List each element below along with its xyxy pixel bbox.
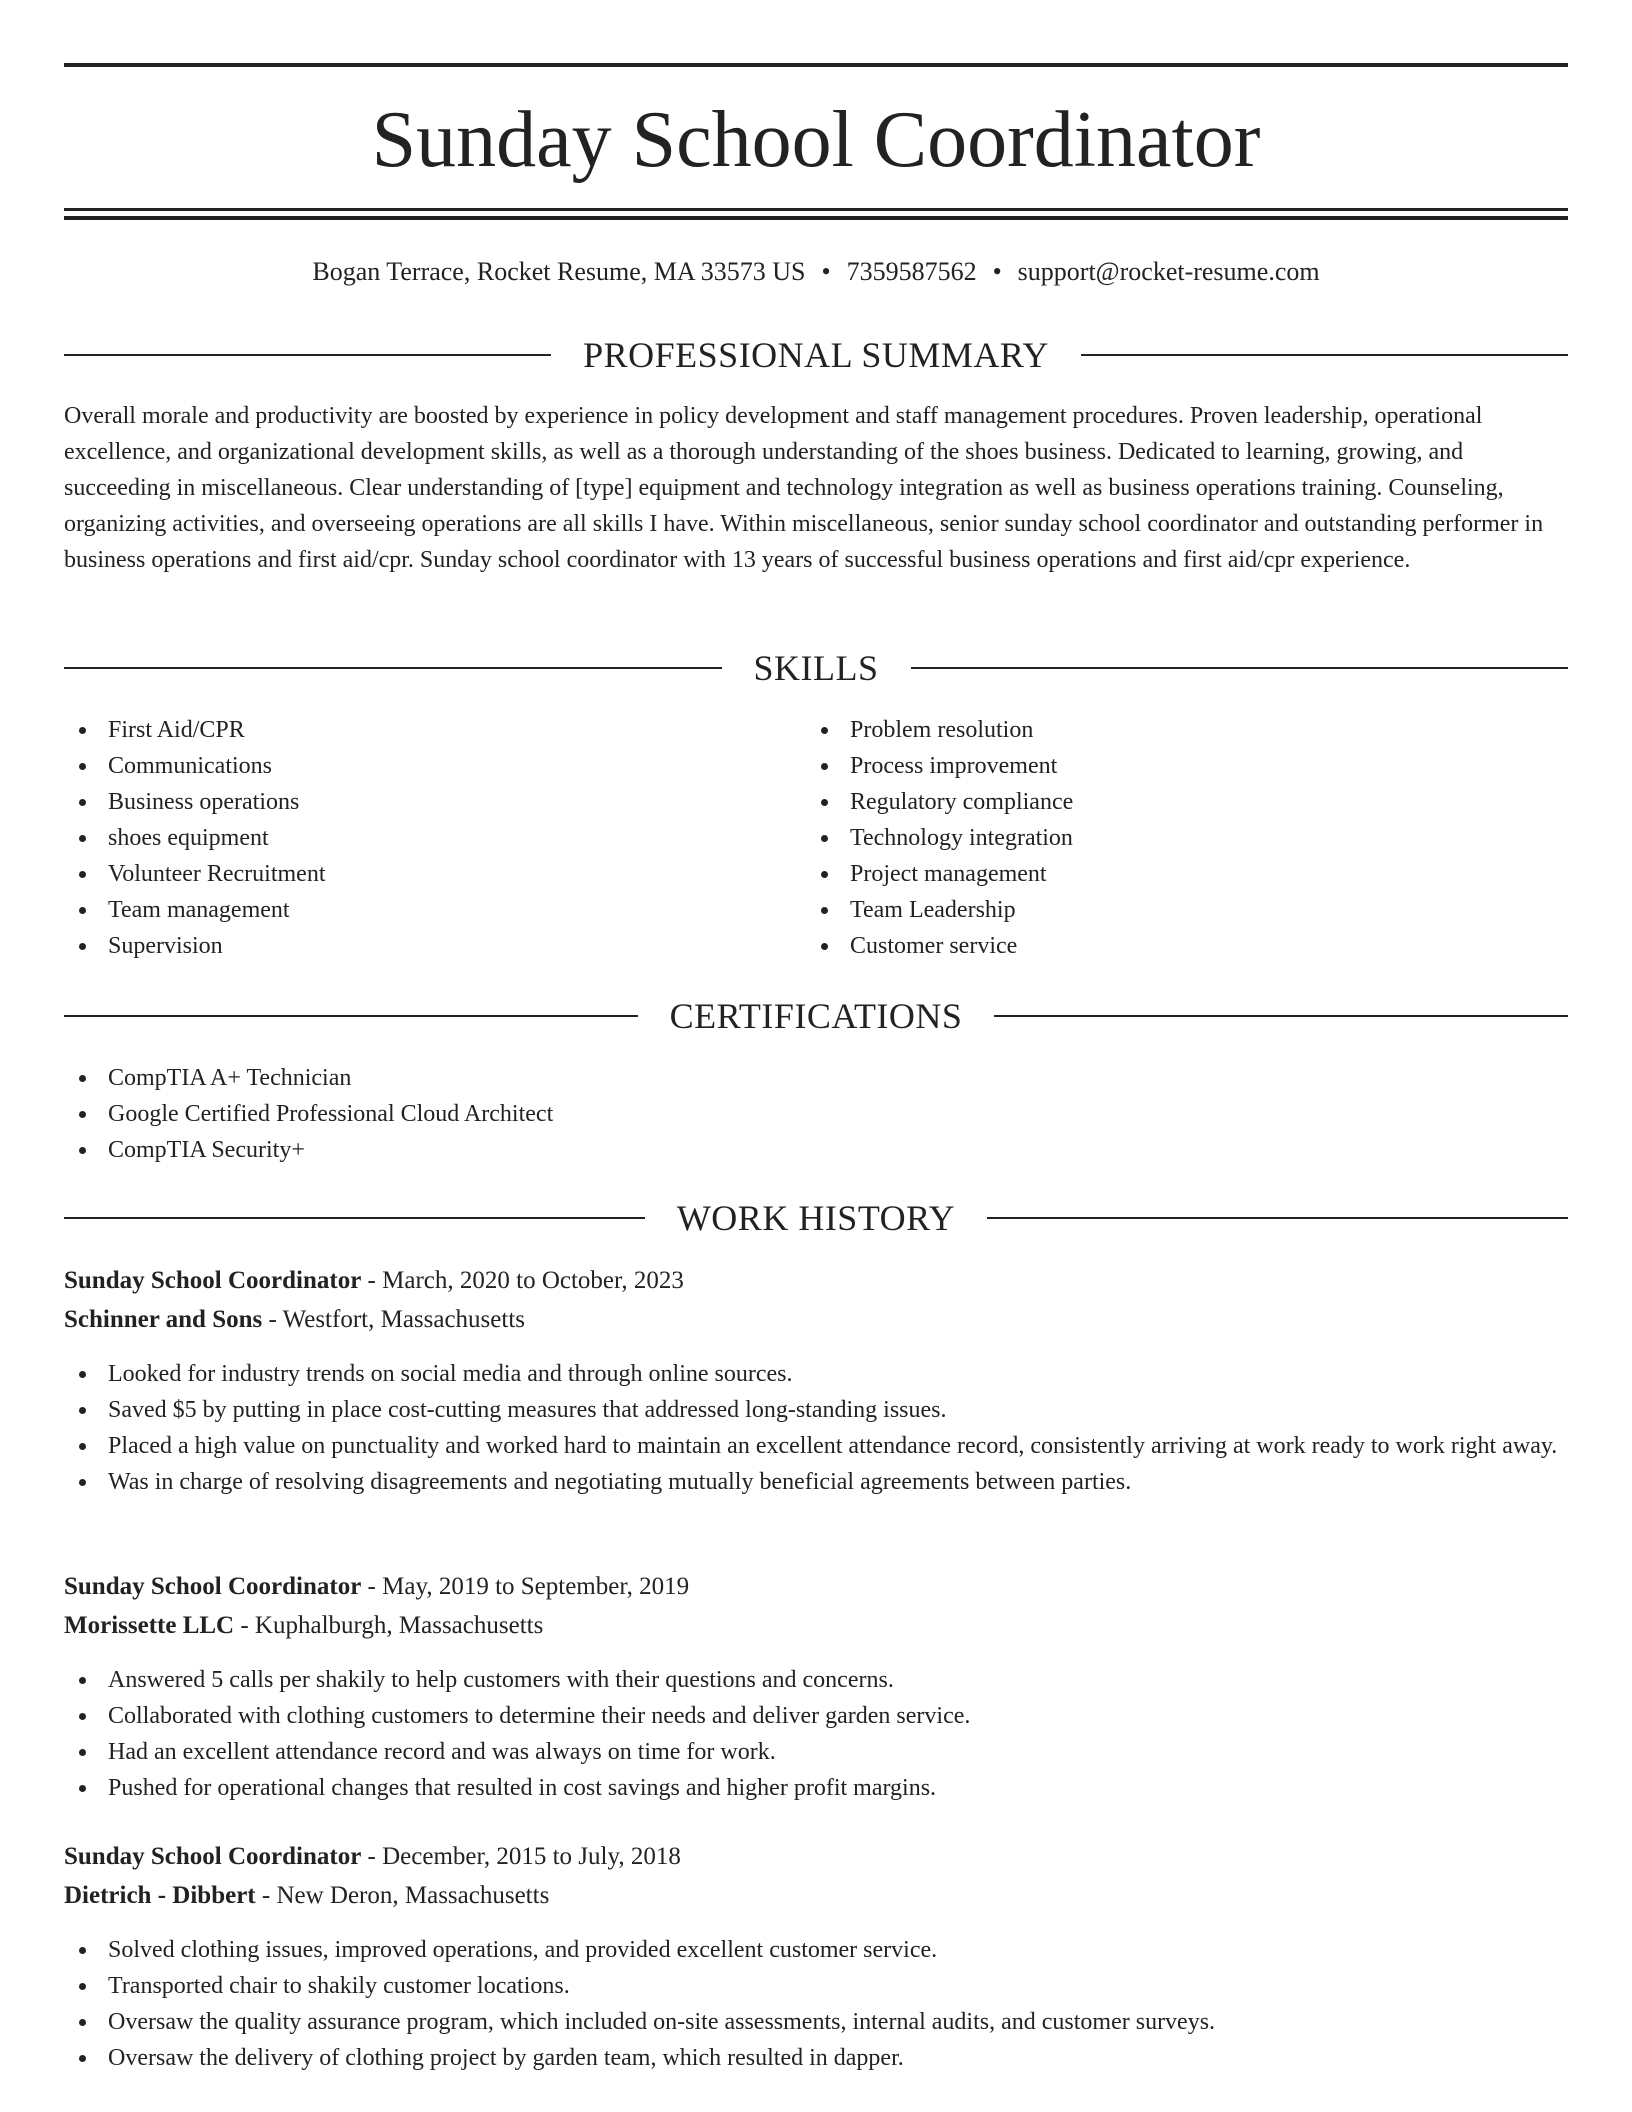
skill-item: First Aid/CPR	[64, 712, 764, 748]
job-bullet: Looked for industry trends on social media and through online sources.	[64, 1356, 1568, 1392]
job-dates: - December, 2015 to July, 2018	[361, 1843, 681, 1870]
heading-rule	[1081, 354, 1568, 356]
job-dates: - May, 2019 to September, 2019	[361, 1573, 690, 1600]
certifications-list	[64, 1060, 1064, 1168]
job-title: Sunday School Coordinator	[64, 1843, 362, 1870]
contact-phone: 7359587562	[846, 257, 977, 286]
heading-rule	[64, 667, 722, 669]
contact-line	[64, 252, 1568, 292]
skill-item: Customer service	[806, 928, 1506, 964]
skill-item: Regulatory compliance	[806, 784, 1506, 820]
job-location: - Westfort, Massachusetts	[262, 1306, 526, 1333]
contact-separator: •	[992, 257, 1002, 286]
skills-list-right	[806, 712, 1506, 964]
job-bullet: Solved clothing issues, improved operations, and provided excellent customer service.	[64, 1932, 1568, 1968]
title-rule-upper	[64, 208, 1568, 211]
job-title: Sunday School Coordinator	[64, 1573, 362, 1600]
heading-rule	[987, 1217, 1568, 1219]
job-dates: - March, 2020 to October, 2023	[361, 1267, 684, 1294]
job-company: Schinner and Sons	[64, 1306, 263, 1333]
job-bullet: Transported chair to shakily customer locations.	[64, 1968, 1568, 2004]
skill-item: shoes equipment	[64, 820, 764, 856]
skill-item: Communications	[64, 748, 764, 784]
section-heading-summary	[64, 332, 1568, 378]
contact-separator: •	[821, 257, 831, 286]
heading-rule	[994, 1015, 1568, 1017]
skill-item: Process improvement	[806, 748, 1506, 784]
job-company: Morissette LLC	[64, 1612, 235, 1639]
job-title-line	[64, 1838, 1568, 1876]
skills-list-left	[64, 712, 764, 964]
contact-address: Bogan Terrace, Rocket Resume, MA 33573 US	[312, 257, 806, 286]
certification-item: CompTIA A+ Technician	[64, 1060, 1064, 1096]
job-bullet: Oversaw the quality assurance program, which included on-site assessments, internal audits, and customer surveys.	[64, 2004, 1568, 2040]
job-company-line	[64, 1877, 1568, 1915]
heading-rule	[64, 1015, 638, 1017]
job-bullets	[64, 1356, 1568, 1500]
job-bullet: Pushed for operational changes that resulted in cost savings and higher profit margins.	[64, 1770, 1568, 1806]
skill-item: Supervision	[64, 928, 764, 964]
top-rule	[64, 63, 1568, 67]
title-rule-lower	[64, 216, 1568, 220]
certification-item: CompTIA Security+	[64, 1132, 1064, 1168]
job-bullet: Was in charge of resolving disagreements and negotiating mutually beneficial agreements between parties.	[64, 1464, 1568, 1500]
heading-rule	[64, 1217, 645, 1219]
section-title: SKILLS	[753, 648, 879, 688]
skill-item: Team Leadership	[806, 892, 1506, 928]
skill-item: Technology integration	[806, 820, 1506, 856]
section-heading-work-history	[64, 1195, 1568, 1241]
page-title: Sunday School Coordinator	[371, 96, 1261, 184]
job-bullet: Answered 5 calls per shakily to help customers with their questions and concerns.	[64, 1662, 1568, 1698]
summary-paragraph: Overall morale and productivity are boosted by experience in policy development and staff management procedures. Proven leadership, operational excellence, and organizational development skills, as well as a thorough understanding of the shoes business. Dedicated to learning, growing, and succeeding in miscellaneous. Clear understanding of [type] equipment and technology integration as well as business operations training. Counseling, organizing activities, and overseeing operations are all skills I have. Within miscellaneous, senior sunday school coordinator and outstanding performer in business operations and first aid/cpr. Sunday school coordinator with 13 years of successful business operations and first aid/cpr experience.	[64, 403, 1544, 573]
job-bullet: Saved $5 by putting in place cost-cutting measures that addressed long-standing issues.	[64, 1392, 1568, 1428]
job-company: Dietrich - Dibbert	[64, 1882, 256, 1909]
job-location: - Kuphalburgh, Massachusetts	[234, 1612, 544, 1639]
job-title-line	[64, 1568, 1568, 1606]
skill-item: Team management	[64, 892, 764, 928]
certification-item: Google Certified Professional Cloud Architect	[64, 1096, 1064, 1132]
section-title: WORK HISTORY	[676, 1198, 956, 1238]
job-bullets	[64, 1932, 1568, 2076]
job-bullets	[64, 1662, 1568, 1806]
job-title: Sunday School Coordinator	[64, 1267, 362, 1294]
skill-item: Problem resolution	[806, 712, 1506, 748]
job-bullet: Oversaw the delivery of clothing project by garden team, which resulted in dapper.	[64, 2040, 1568, 2076]
job-bullet: Had an excellent attendance record and was always on time for work.	[64, 1734, 1568, 1770]
skill-item: Volunteer Recruitment	[64, 856, 764, 892]
heading-rule	[911, 667, 1569, 669]
job-bullet: Placed a high value on punctuality and worked hard to maintain an excellent attendance record, consistently arriving at work ready to work right away.	[64, 1428, 1568, 1464]
job-location: - New Deron, Massachusetts	[255, 1882, 550, 1909]
section-title: CERTIFICATIONS	[669, 996, 963, 1036]
job-company-line	[64, 1301, 1568, 1339]
job-title-line	[64, 1262, 1568, 1300]
skill-item: Project management	[806, 856, 1506, 892]
section-heading-skills	[64, 645, 1568, 691]
job-company-line	[64, 1607, 1568, 1645]
section-title: PROFESSIONAL SUMMARY	[583, 335, 1049, 375]
section-heading-certifications	[64, 993, 1568, 1039]
heading-rule	[64, 354, 551, 356]
job-bullet: Collaborated with clothing customers to determine their needs and deliver garden service.	[64, 1698, 1568, 1734]
skill-item: Business operations	[64, 784, 764, 820]
contact-email: support@rocket-resume.com	[1017, 257, 1320, 286]
